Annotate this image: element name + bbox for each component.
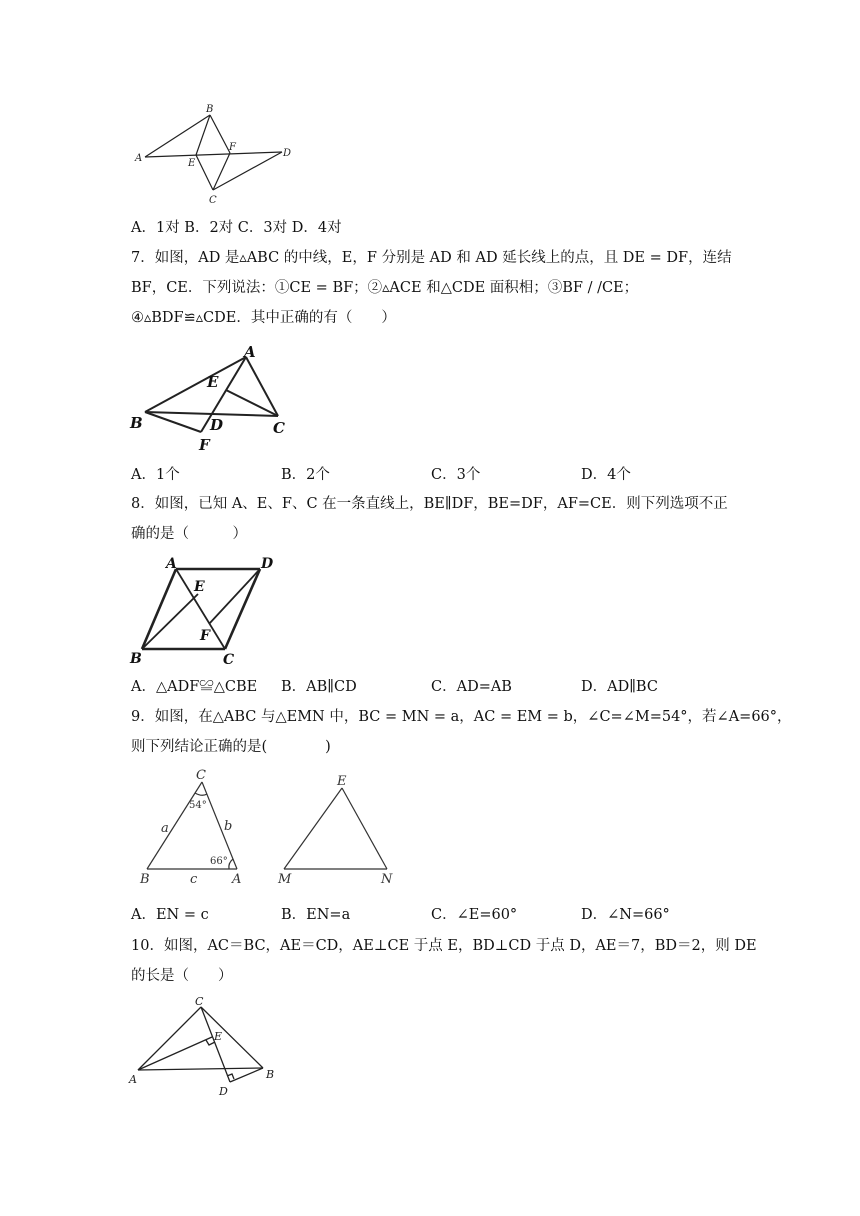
segment-fc [213,153,230,190]
q8-option-d: D．AD∥BC [581,679,658,695]
q8-text-line2: 确的是（ ） [131,526,247,542]
segment-dc [225,569,260,649]
label-f: F [199,436,210,454]
q7-text-line3: ④▵BDF≌▵CDE．其中正确的有（ ） [131,310,396,326]
label-m: M [278,872,292,887]
segment-ab [142,569,176,649]
figure-q10 [125,993,285,1103]
q7-text-line1: 7．如图，AD 是▵ABC 的中线，E，F 分别是 AD 和 AD 延长线上的点，且 DE = DF，连结 [131,250,732,266]
segment-cb [147,782,202,869]
figure-q7 [128,340,308,460]
label-a: A [232,872,242,887]
q6-options: A．1对 B．2对 C．3对 D．4对 [131,220,342,236]
label-c: C [209,195,217,206]
label-c: C [223,652,235,668]
label-d: D [219,1085,228,1098]
segment-be [142,594,198,649]
segment-ad [145,152,282,157]
label-f: F [200,628,210,644]
label-c: C [196,768,206,783]
angle-label-a: 66° [210,856,228,867]
segment-ac [138,1007,201,1070]
label-c: C [273,419,285,437]
segment-df [209,569,260,624]
label-a: A [244,343,256,361]
label-a: A [166,556,177,572]
segment-ec [196,155,213,190]
segment-bf [210,115,230,153]
q9-text-line1: 9．如图，在△ABC 与△EMN 中，BC = MN = a，AC = EM = b，∠C=∠M=54°，若∠A=66°， [131,709,792,725]
q7-option-d: D．4个 [581,467,631,483]
label-n: N [381,872,393,887]
label-e: E [188,158,196,169]
angle-label-c: 54° [189,800,207,811]
label-b: B [130,414,143,432]
segment-cd [201,1007,230,1082]
label-e: E [194,579,205,595]
label-b: B [266,1068,275,1081]
segment-en [342,788,387,869]
segment-cd [213,152,282,190]
segment-bf [145,412,201,432]
q9-option-b: B．EN=a [281,907,351,923]
segment-db [230,1068,263,1082]
q7-text-line2: BF，CE．下列说法：①CE = BF；②▵ACE 和△CDE 面积相；③BF / /CE； [131,280,639,296]
label-d: D [283,148,292,159]
q9-option-c: C．∠E=60° [431,907,518,923]
figure-q6 [130,100,310,210]
label-d: D [210,416,224,434]
label-e: E [207,373,219,391]
label-a: A [135,153,143,164]
q10-text-line2: 的长是（ ） [131,968,233,984]
q9-option-a: A．EN = c [131,907,209,923]
q8-option-a: A．△ADF≌△CBE [131,679,258,695]
q10-text-line1: 10．如图，AC＝BC，AE＝CD，AE⊥CE 于点 E，BD⊥CD 于点 D，AE＝7，BD＝2，则 DE [131,938,757,954]
q8-text-line1: 8．如图，已知 A、E、F、C 在一条直线上，BE∥DF，BE=DF，AF=CE．则下列选项不正 [131,496,728,512]
label-side-a: a [161,821,169,836]
figure-q8 [128,552,288,670]
segment-ab [138,1068,263,1070]
q7-option-a: A．1个 [131,467,180,483]
angle-arc-c [195,793,207,795]
label-f: F [229,142,236,153]
label-d: D [261,556,274,572]
label-side-b: b [224,819,233,834]
label-b: B [206,104,214,115]
label-side-c: c [190,872,198,887]
segment-be [196,115,210,155]
q9-option-d: D．∠N=66° [581,907,670,923]
label-e: E [337,774,347,789]
figure-q9 [132,764,412,889]
q7-option-b: B．2个 [281,467,330,483]
label-a: A [129,1073,137,1086]
segment-ab [145,115,210,157]
label-b: B [130,651,142,667]
segment-em [284,788,342,869]
label-c: C [195,995,204,1008]
q7-option-c: C．3个 [431,467,481,483]
segment-ba [145,357,246,412]
q8-option-b: B．AB∥CD [281,679,357,695]
angle-arc-a [229,859,233,869]
label-e: E [214,1030,223,1043]
label-b: B [140,872,150,887]
segment-ae [138,1037,212,1070]
q9-text-line2: 则下列结论正确的是( ) [131,739,331,755]
q8-option-c: C．AD=AB [431,679,512,695]
